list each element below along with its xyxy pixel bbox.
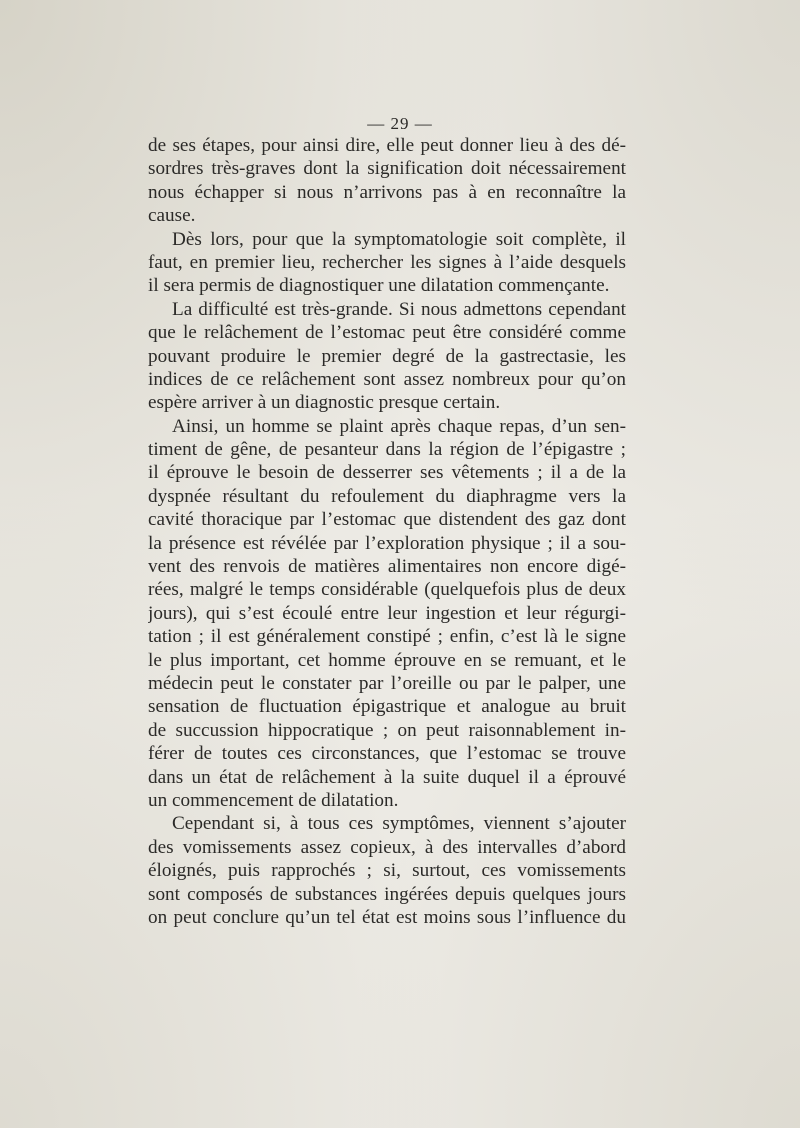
text-line: dans un état de relâchement à la suite duquel il a éprouvé <box>148 766 626 788</box>
text-line: la présence est révélée par l’exploration physique ; il a sou- <box>148 532 626 554</box>
text-line: sont composés de substances ingérées depuis quelques jours <box>148 883 626 905</box>
text-line: médecin peut le constater par l’oreille ou par le palper, une <box>148 672 626 694</box>
text-line: rées, malgré le temps considérable (quelquefois plus de deux <box>148 579 626 601</box>
text-line: de succussion hippocratique ; on peut raisonnablement in- <box>148 719 626 741</box>
text-line: férer de toutes ces circonstances, que l’estomac se trouve <box>148 743 626 765</box>
text-line: nous échapper si nous n’arrivons pas à en reconnaître la <box>148 181 626 203</box>
text-line: sensation de fluctuation épigastrique et analogue au bruit <box>148 696 626 718</box>
text-line: Ainsi, un homme se plaint après chaque repas, d’un sen- <box>172 415 626 437</box>
text-line: un commencement de dilatation. <box>148 789 399 811</box>
text-line: éloignés, puis rapprochés ; si, surtout, ces vomissements <box>148 860 626 882</box>
text-line: Cependant si, à tous ces symptômes, viennent s’ajouter <box>172 813 626 835</box>
text-line: des vomissements assez copieux, à des intervalles d’abord <box>148 836 626 858</box>
text-line: il éprouve le besoin de desserrer ses vêtements ; il a de la <box>148 462 626 484</box>
text-line: jours), qui s’est écoulé entre leur ingestion et leur régurgi- <box>148 602 626 624</box>
text-line: que le relâchement de l’estomac peut être considéré comme <box>148 322 626 344</box>
text-line: cause. <box>148 205 196 227</box>
text-line: vent des renvois de matières alimentaires non encore digé- <box>148 556 626 578</box>
body-text <box>148 134 626 929</box>
text-line: espère arriver à un diagnostic presque certain. <box>148 392 501 414</box>
text-line: La difficulté est très-grande. Si nous admettons cependant <box>172 298 626 320</box>
text-line: cavité thoracique par l’estomac que distendent des gaz dont <box>148 509 626 531</box>
text-line: tation ; il est généralement constipé ; enfin, c’est là le signe <box>148 626 626 648</box>
text-line: on peut conclure qu’un tel état est moins sous l’influence du <box>148 906 626 928</box>
page-number: — 29 — <box>367 114 433 133</box>
text-line: faut, en premier lieu, rechercher les signes à l’aide desquels <box>148 251 626 273</box>
text-line: de ses étapes, pour ainsi dire, elle peut donner lieu à des dé- <box>148 135 626 156</box>
text-line: indices de ce relâchement sont assez nombreux pour qu’on <box>148 368 626 390</box>
text-line: dyspnée résultant du refoulement du diaphragme vers la <box>148 485 626 507</box>
text-line: il sera permis de diagnostiquer une dilatation commençante. <box>148 275 610 297</box>
text-line: Dès lors, pour que la symptomatologie soit complète, il <box>172 228 626 250</box>
text-line: sordres très-graves dont la signification doit nécessairement <box>148 158 626 180</box>
text-line: le plus important, cet homme éprouve en se remuant, et le <box>148 649 626 671</box>
text-line: timent de gêne, de pesanteur dans la région de l’épigastre ; <box>148 439 626 461</box>
text-line: pouvant produire le premier degré de la gastrectasie, les <box>148 345 626 367</box>
